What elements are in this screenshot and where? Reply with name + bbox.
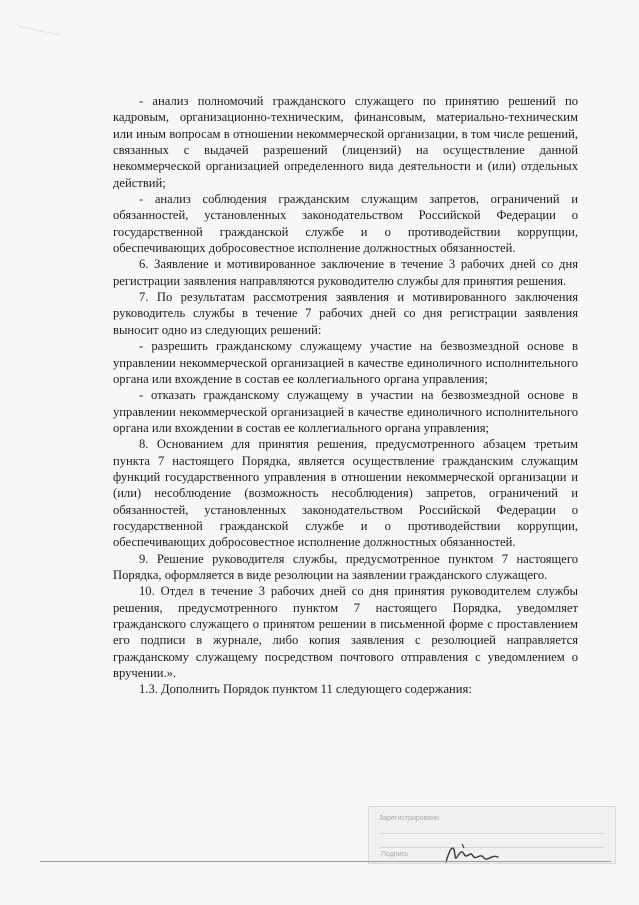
paragraph: - анализ соблюдения гражданским служащим запретов, ограничений и обязанностей, установленных законодательством Российской Федерации о государственной гражданской службе и о противодействии коррупции, обеспечивающих добросовестное исполнение должностных обязанностей. [113, 192, 578, 256]
paragraph: 1.3. Дополнить Порядок пунктом 11 следующего содержания: [139, 682, 472, 697]
paragraph: - отказать гражданскому служащему в участии на безвозмездной основе в управлении некоммерческой организацией в качестве единоличного исполнительного органа или вхождении в состав ее коллегиального органа управления; [113, 388, 578, 435]
stamp-label: Подпись [381, 851, 409, 858]
paragraph: - анализ полномочий гражданского служащего по принятию решений по кадровым, организационно-техническим, финансовым, материально-техническим или иным вопросам в отношении некоммерческой организации, в том числе решений, связанных с выдачей разрешений (лицензий) на осуществление данной некоммерческой организацией определенного вида деятельности и (или) отдельных действий; [113, 94, 578, 190]
paragraph: 8. Основанием для принятия решения, предусмотренного абзацем третьим пункта 7 настоящего Порядка, является осуществление гражданским служащим функций государственного управления в отношении некоммерческой организации и (или) несоблюдение (возможность несоблюдения) запретов, ограничений и обязанностей, установленных законодательством Российской Федерации о государственной гражданской службе и о противодействии коррупции, обеспечивающих добросовестное исполнение должностных обязанностей. [113, 437, 578, 550]
paragraph: 7. По результатам рассмотрения заявления и мотивированного заключения руководитель службы в течение 7 рабочих дней со дня регистрации заявления выносит одно из следующих решений: [113, 290, 578, 337]
signature-mark [440, 834, 510, 868]
stamp-label: Зарегистрировано [379, 815, 439, 822]
scan-artifact [17, 26, 58, 45]
paragraph: 6. Заявление и мотивированное заключение в течение 3 рабочих дней со дня регистрации заявления направляются руководителю службы для принятия решения. [113, 257, 578, 288]
paragraph: 9. Решение руководителя службы, предусмотренное пунктом 7 настоящего Порядка, оформляется в виде резолюции на заявлении гражданского служащего. [113, 551, 578, 582]
paragraph: - разрешить гражданскому служащему участие на безвозмездной основе в управлении некоммерческой организацией в качестве единоличного исполнительного органа или вхождение в состав ее коллегиального органа управления; [113, 339, 578, 386]
bottom-rule [40, 861, 611, 862]
document-body [113, 93, 578, 699]
paragraph: 10. Отдел в течение 3 рабочих дней со дня принятия руководителем службы решения, предусмотренного пунктом 7 настоящего Порядка, уведомляет гражданского служащего о принятом решении в письменной форме с проставлением его подписи в журнале, либо копия заявления с резолюцией направляется гражданскому служащему посредством почтового отправления с уведомлением о вручении.». [113, 584, 578, 681]
